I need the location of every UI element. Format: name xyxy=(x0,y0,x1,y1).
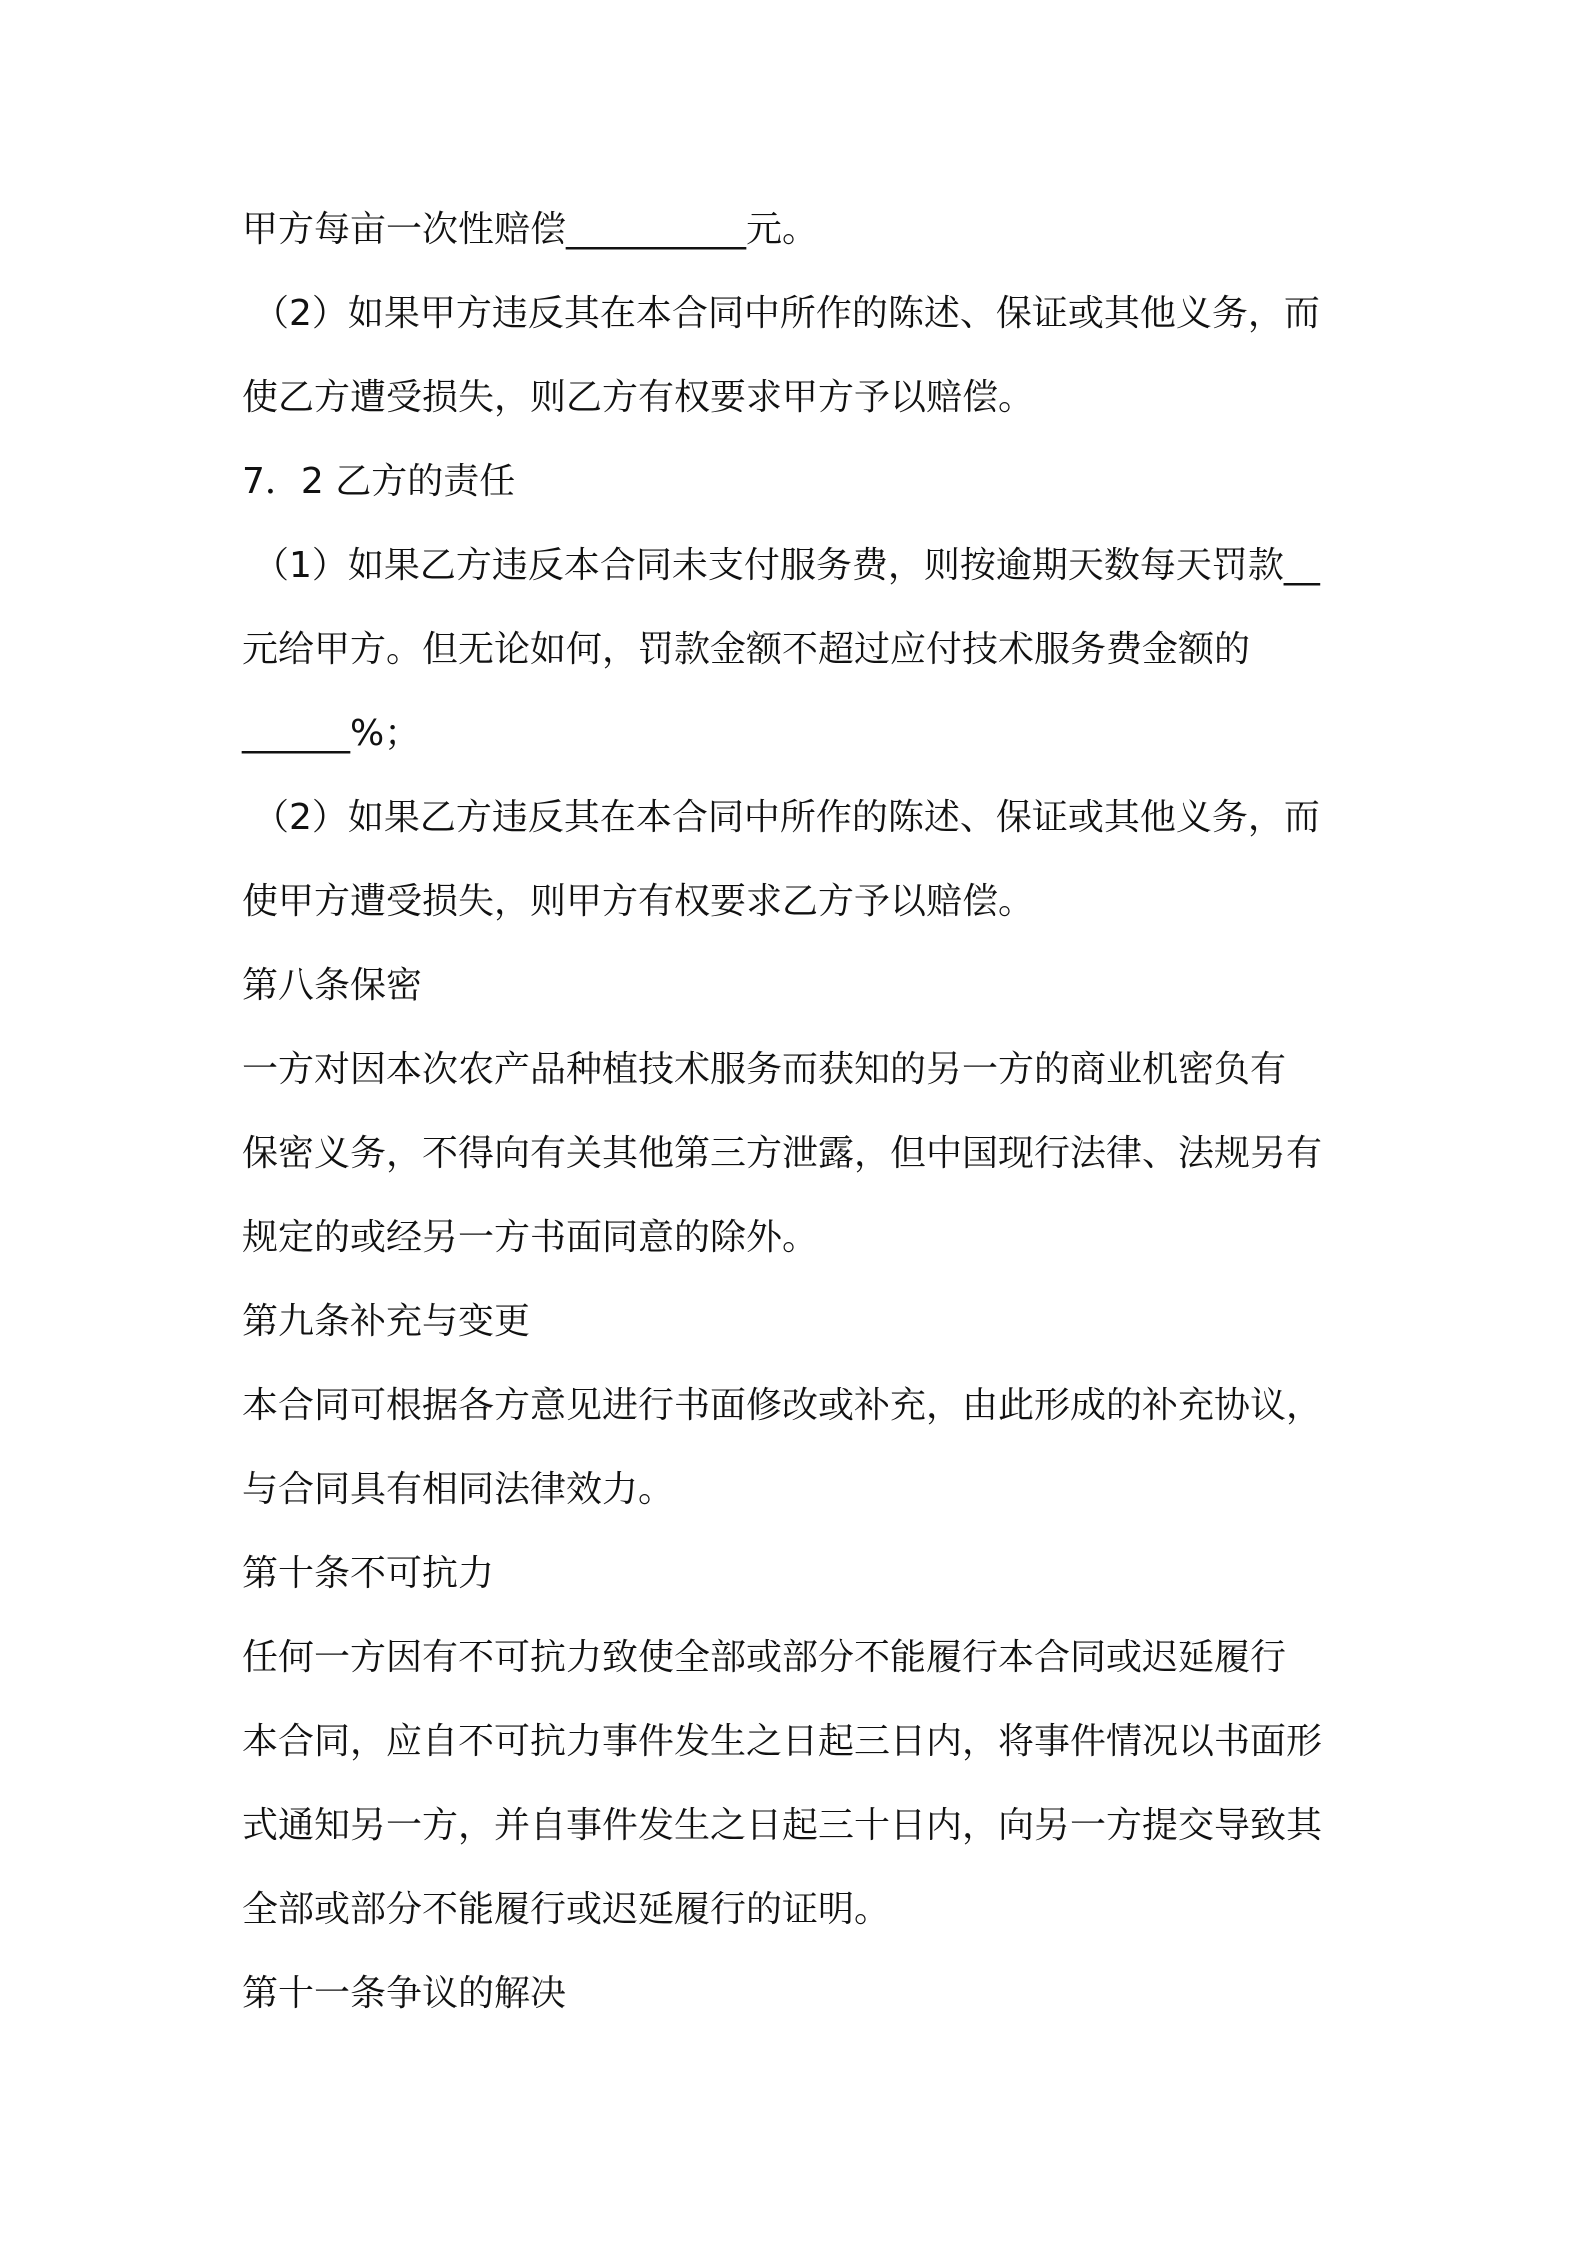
text-line: 使甲方遭受损失，则甲方有权要求乙方予以赔偿。 xyxy=(242,881,1035,922)
text-line: 本合同，应自不可抗力事件发生之日起三日内，将事件情况以书面形 xyxy=(242,1721,1323,1762)
text-line: 甲方每亩一次性赔偿__________元。 xyxy=(242,209,819,250)
article-heading: 第九条补充与变更 xyxy=(242,1301,531,1342)
article-heading: 第十一条争议的解决 xyxy=(242,1973,567,2014)
text-line: 与合同具有相同法律效力。 xyxy=(242,1469,675,1510)
text-line: 一方对因本次农产品种植技术服务而获知的另一方的商业机密负有 xyxy=(242,1049,1287,1090)
text-line: 全部或部分不能履行或迟延履行的证明。 xyxy=(242,1889,891,1930)
section-heading: 7．2 乙方的责任 xyxy=(242,461,516,502)
text-line: （2）如果乙方违反其在本合同中所作的陈述、保证或其他义务，而 xyxy=(253,797,1320,838)
text-line: 使乙方遭受损失，则乙方有权要求甲方予以赔偿。 xyxy=(242,377,1035,418)
text-line: 任何一方因有不可抗力致使全部或部分不能履行本合同或迟延履行 xyxy=(242,1637,1287,1678)
text-line: 本合同可根据各方意见进行书面修改或补充，由此形成的补充协议， xyxy=(242,1385,1323,1426)
text-line: 规定的或经另一方书面同意的除外。 xyxy=(242,1217,819,1258)
text-line: （2）如果甲方违反其在本合同中所作的陈述、保证或其他义务，而 xyxy=(253,293,1320,334)
text-line: （1）如果乙方违反本合同未支付服务费，则按逾期天数每天罚款__ xyxy=(253,545,1320,586)
article-heading: 第十条不可抗力 xyxy=(242,1553,495,1594)
text-line: 保密义务，不得向有关其他第三方泄露，但中国现行法律、法规另有 xyxy=(242,1133,1323,1174)
article-heading: 第八条保密 xyxy=(242,965,423,1006)
text-line: ______%； xyxy=(242,713,421,754)
text-line: 元给甲方。但无论如何，罚款金额不超过应付技术服务费金额的 xyxy=(242,629,1251,670)
text-line: 式通知另一方，并自事件发生之日起三十日内，向另一方提交导致其 xyxy=(242,1805,1323,1846)
